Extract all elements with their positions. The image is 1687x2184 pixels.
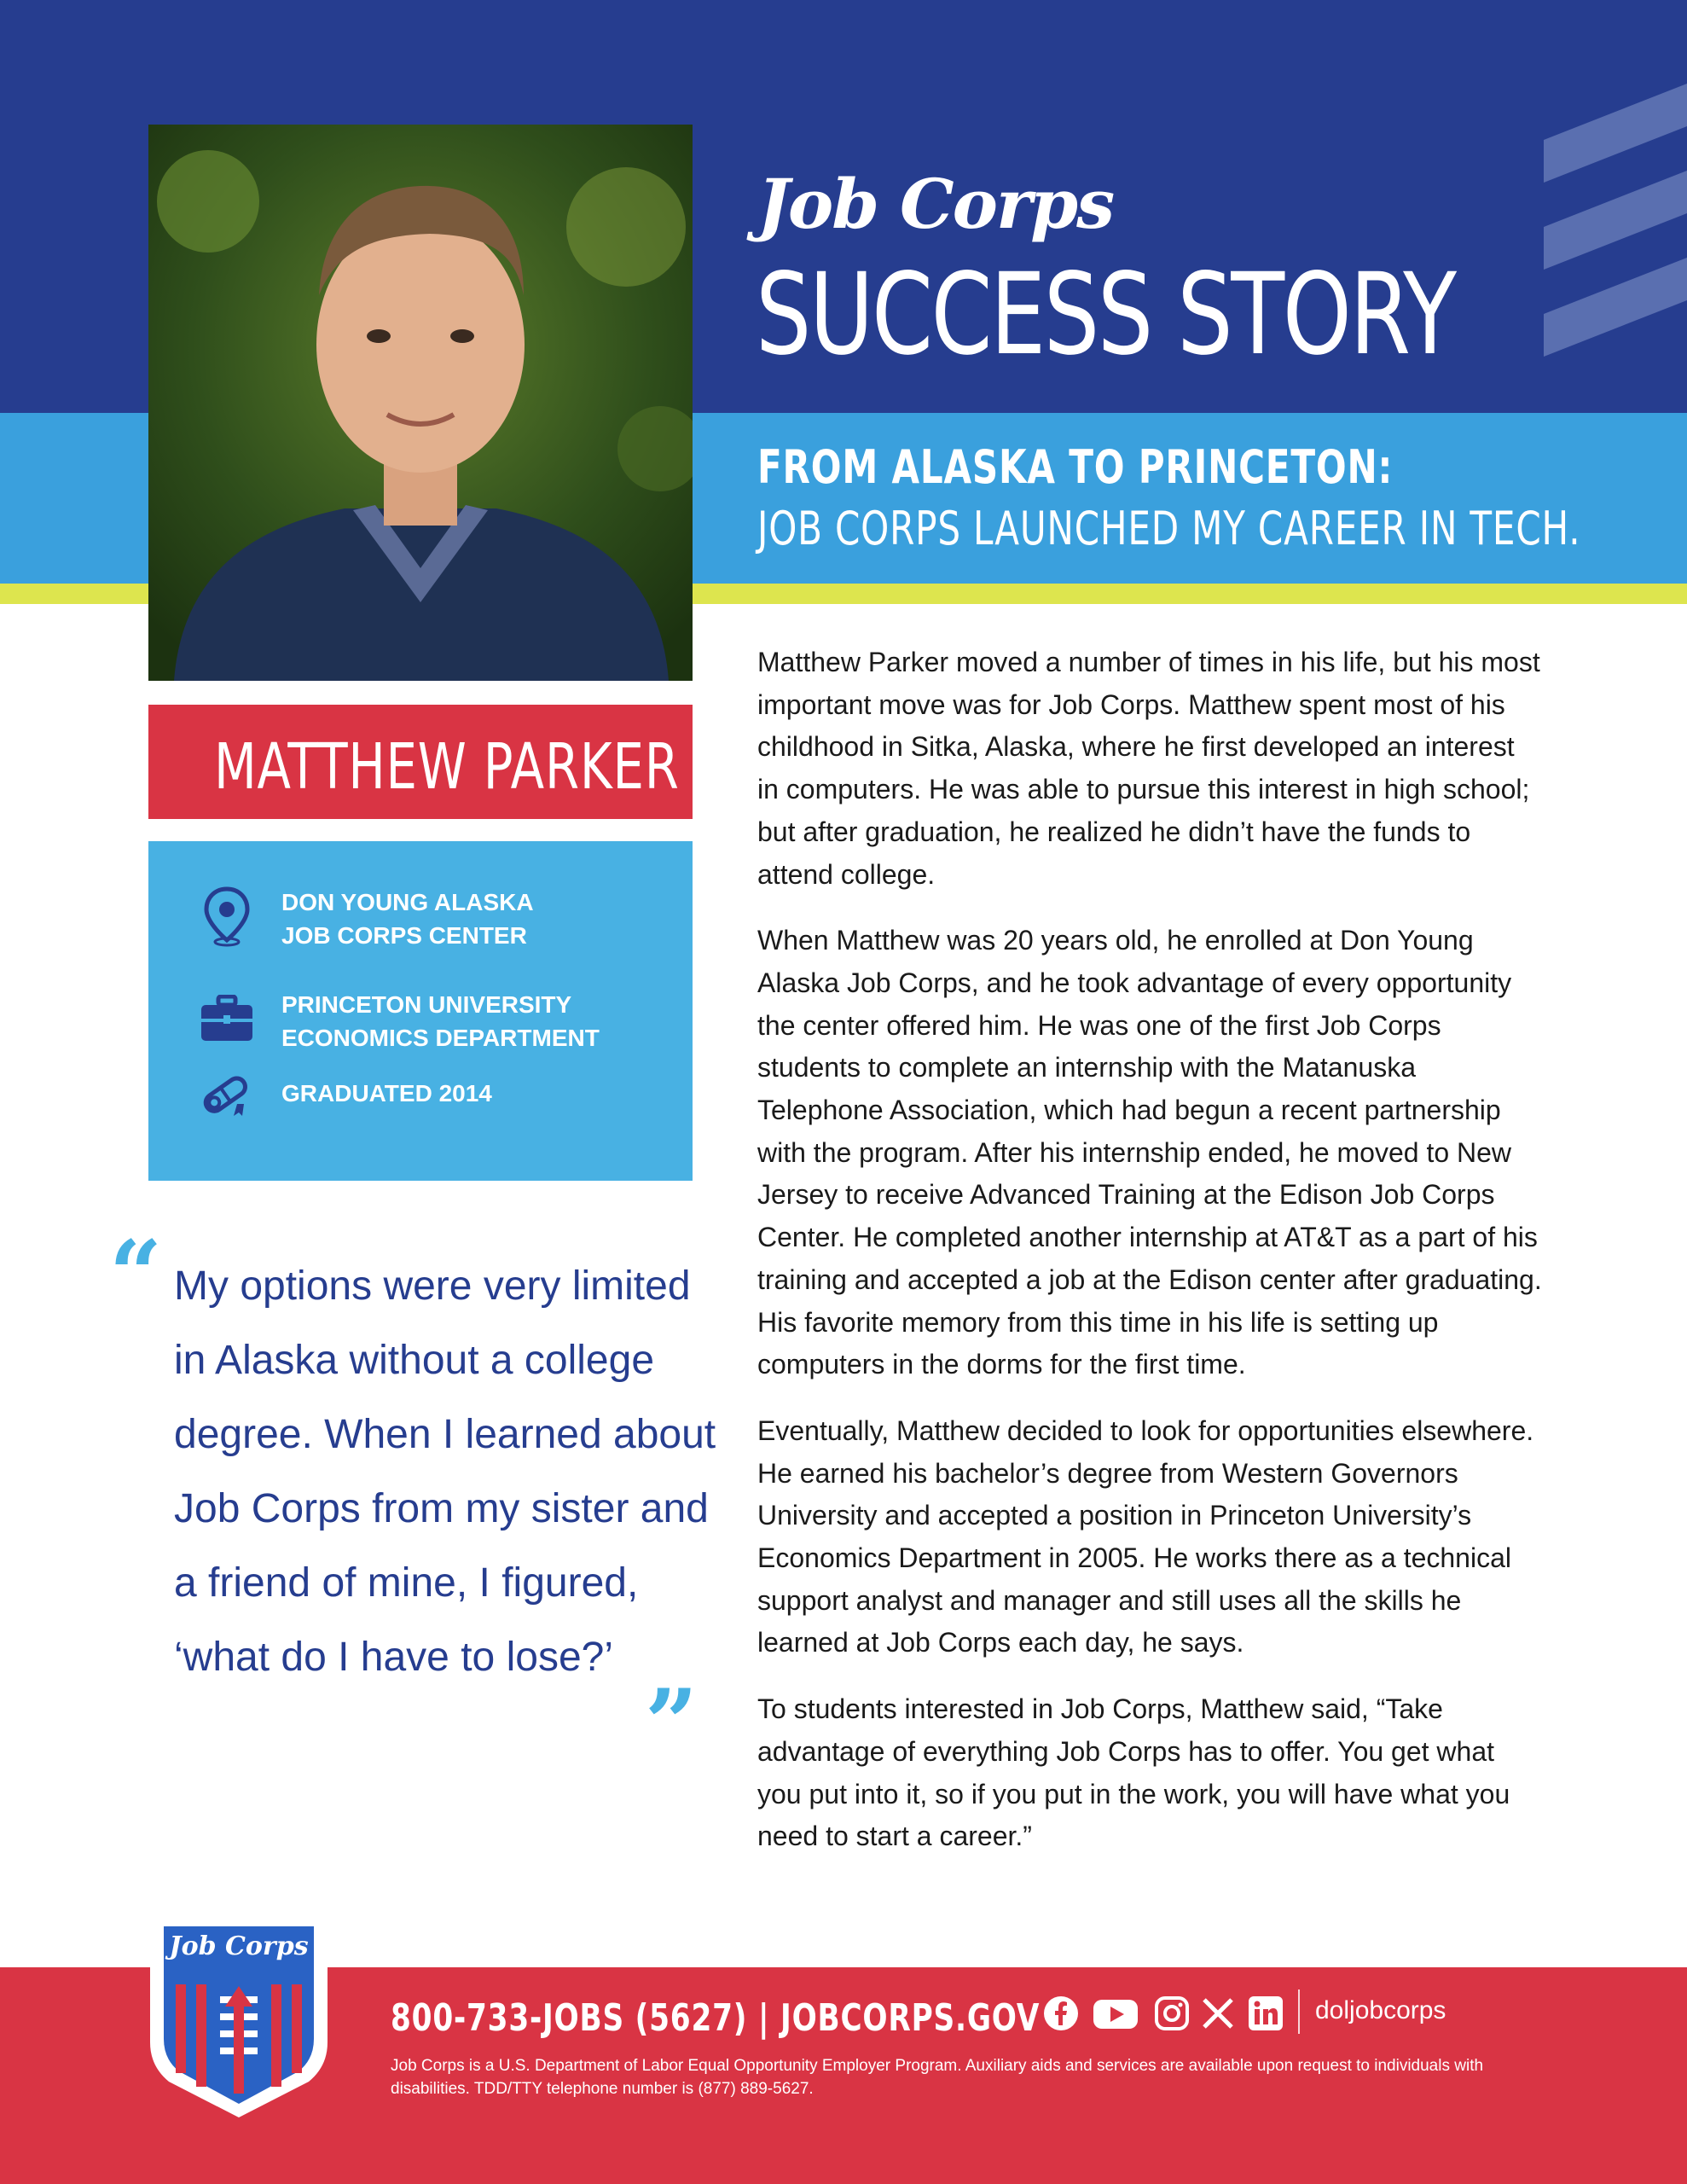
contact-info[interactable]: 800-733-JOBS (5627) | JOBCORPS.GOV (391, 1996, 1041, 2040)
info-panel (148, 841, 693, 1181)
decorative-stripes (1544, 78, 1687, 360)
story-paragraph: Matthew Parker moved a number of times in his life, but his most important move was for Job Corps. Matthew spent most of his childhood in Sitka, Alaska, where he first developed an interest in computers. He was able to pursue this interest in high school; but after graduation, he realized he didn’t have the funds to attend college. (757, 647, 1540, 890)
page-title: SUCCESS STORY (756, 249, 1455, 380)
headline-line2: JOB CORPS LAUNCHED MY CAREER IN TECH. (757, 502, 1581, 555)
instagram-icon[interactable] (1153, 1995, 1191, 2032)
portrait-photo (148, 125, 693, 681)
legal-disclaimer: Job Corps is a U.S. Department of Labor Equal Opportunity Employer Program. Auxiliary aids and services are available upon request to individuals with disabilities. TDD/TTY telephone number is (877) 889-5627. (391, 2057, 1484, 2098)
graduated-year: GRADUATED 2014 (281, 1080, 492, 1107)
social-divider (1298, 1989, 1300, 2034)
name-banner (148, 705, 693, 819)
x-icon[interactable] (1199, 1995, 1237, 2032)
headline-line1: FROM ALASKA TO PRINCETON: (757, 440, 1394, 494)
job-corps-logo (147, 1914, 331, 2121)
employer-line2: ECONOMICS DEPARTMENT (281, 1025, 600, 1051)
close-quote-mark: ” (645, 1670, 699, 1777)
story-body (757, 642, 1542, 1882)
open-quote-mark: “ (109, 1221, 163, 1328)
brand-title: Job Corps (757, 164, 1114, 244)
center-name-line2: JOB CORPS CENTER (281, 922, 527, 949)
diploma-icon (200, 1070, 254, 1131)
logo-text: Job Corps (169, 1931, 309, 1961)
briefcase-icon (200, 995, 254, 1056)
person-name: MATTHEW PARKER (213, 730, 680, 804)
social-handle[interactable]: doljobcorps (1315, 1996, 1446, 2024)
story-paragraph: Eventually, Matthew decided to look for opportunities elsewhere. He earned his bachelor’s degree from Western Governors University and accepted a position in Princeton University’s Economics Department in 2005. He works there as a technical support analyst and manager and still uses all the skills he learned at Job Corps each day, he says. (757, 1414, 1534, 1658)
story-paragraph: When Matthew was 20 years old, he enrolled at Don Young Alaska Job Corps, and he took advantage of every opportunity the center offered him. He was one of the first Job Corps students to complete an internship with the Matanuska Telephone Association, which had begun a recent partnership with the program. After his internship ended, he moved to New Jersey to receive Advanced Training at the Edison Job Corps Center. He completed another internship at AT&T as a part of his training and accepted a job at the Edison center after graduating. His favorite memory from this time in his life is setting up computers in the dorms for the first time. (757, 925, 1542, 1380)
center-name-line1: DON YOUNG ALASKA (281, 889, 534, 915)
facebook-icon[interactable] (1042, 1995, 1080, 2032)
pull-quote: My options were very limited in Alaska without a college degree. When I learned about Job Corps from my sister and a friend of mine, I figured, ‘what do I have to lose?’ (174, 1263, 716, 1680)
location-pin-icon (200, 886, 254, 947)
youtube-icon[interactable] (1092, 1995, 1139, 2032)
story-paragraph: To students interested in Job Corps, Matthew said, “Take advantage of everything Job Corps has to offer. You get what you put into it, so if you put in the work, you will have what you need to start a career.” (757, 1693, 1510, 1852)
linkedin-icon[interactable] (1247, 1995, 1284, 2032)
employer-line1: PRINCETON UNIVERSITY (281, 991, 572, 1018)
